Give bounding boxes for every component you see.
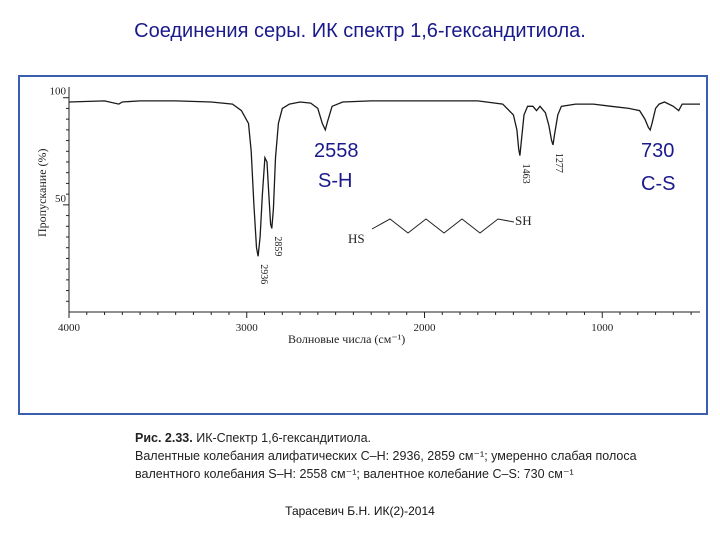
x-axis-title: Волновые числа (см⁻¹) <box>288 332 406 346</box>
annotation-sh-value: 2558 <box>314 140 359 162</box>
spectrum-line <box>69 101 700 256</box>
caption-line-2: Валентные колебания алифатических С–Н: 2936, 2859 см⁻¹; умеренно слабая полоса <box>135 449 637 463</box>
figure-frame <box>18 75 708 481</box>
annotation-cs-value: 730 <box>641 140 675 162</box>
y-tick-label: 100 <box>49 85 66 98</box>
structure-hs-label: HS <box>348 231 365 246</box>
peak-label: 2936 <box>258 264 270 285</box>
caption-title: ИК-Спектр 1,6-гександитиола. <box>192 431 372 445</box>
x-tick-label: 3000 <box>235 322 258 334</box>
axis-ticks <box>50 86 692 334</box>
figure-caption <box>135 429 720 483</box>
caption-figure-label: Рис. 2.33. <box>135 431 193 445</box>
peak-label: 2859 <box>271 236 283 257</box>
y-tick-label: 50 <box>55 192 66 205</box>
caption-line-1 <box>135 429 720 447</box>
ir-spectrum-chart <box>20 77 706 413</box>
annotation-cs-bond: C-S <box>641 173 676 195</box>
x-tick-label: 2000 <box>413 322 436 334</box>
x-tick-label: 4000 <box>58 322 80 334</box>
x-tick-label: 1000 <box>591 322 614 334</box>
structure-sh-label: SH <box>515 213 532 228</box>
slide-title: Соединения серы. ИК спектр 1,6-гександитиола. <box>134 20 586 42</box>
annotation-sh-bond: S-H <box>318 170 353 192</box>
molecule-structure <box>348 213 532 246</box>
peak-label: 1463 <box>519 163 531 184</box>
slide-footer: Тарасевич Б.Н. ИК(2)-2014 <box>285 504 435 518</box>
peak-label: 1277 <box>553 152 564 173</box>
y-axis-title: Пропускание (%) <box>35 148 49 237</box>
caption-line-3: валентного колебания S–H: 2558 см⁻¹; валентное колебание C–S: 730 см⁻¹ <box>135 467 574 481</box>
structure-chain <box>372 219 514 233</box>
